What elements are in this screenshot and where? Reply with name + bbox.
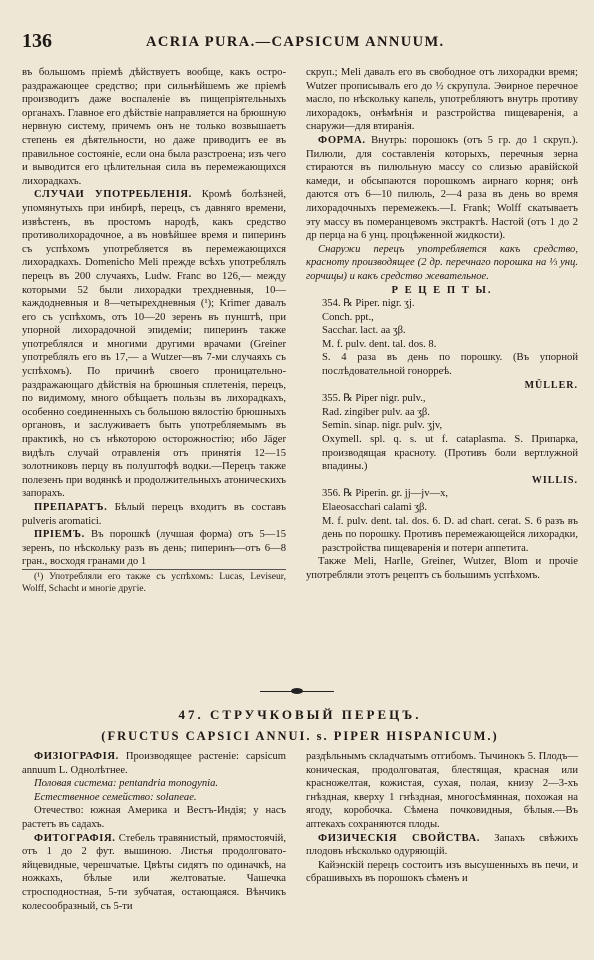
recipe-354-line: Conch. ppt., bbox=[322, 311, 374, 323]
heading-dose: ПРIЕМЪ. bbox=[34, 529, 85, 541]
phytography-paragraph bbox=[22, 832, 286, 914]
heading-physiography: ФИЗIОГРАФIЯ. bbox=[34, 751, 119, 762]
fatherland: Отечество: южная Америка и Вестъ-Индiя; у насъ растетъ въ садахъ. bbox=[22, 805, 286, 830]
section-right-column bbox=[306, 750, 578, 886]
recipe-354-line: 354. ℞ Piper. nigr. ʒj. bbox=[322, 298, 415, 310]
recipe-354-author: MÜLLER. bbox=[524, 379, 578, 391]
right-paragraph-3: Снаружи перецъ употребляется какъ средство, красноту производящее (2 др. перечнаго порошка на ⅓ унц. горчицы) и какъ средство жевательное. bbox=[306, 243, 578, 282]
section-left-column bbox=[22, 750, 286, 913]
recipe-356-line: Elaeosacchari calami ʒβ. bbox=[322, 502, 428, 513]
left-column bbox=[22, 66, 286, 595]
left-paragraph-3 bbox=[22, 501, 286, 528]
heading-preparation: ПРЕПАРАТЪ. bbox=[34, 502, 108, 513]
right-paragraph-1: скруп.; Meli давалъ его въ свободное отъ лихорадки время; Wutzer прописывалъ его до ½ скрупула. Эѳирное перечное масло, по нѣскольку капель, употребляютъ внутрь противу лихорадокъ, онѣмѣнiя и разстройства пищеваренiя, а снаружи—для втиранiя. bbox=[306, 67, 578, 133]
running-title: ACRIA PURA.—CAPSICUM ANNUUM. bbox=[146, 34, 445, 50]
recipe-355-line: Semin. sinap. nigr. pulv. ʒjv, bbox=[322, 420, 443, 432]
preparation-text: Бѣлый перецъ входитъ въ составъ pulveris aromatici. bbox=[22, 502, 286, 527]
recipe-355-line: 355. ℞ Piper nigr. pulv., bbox=[322, 393, 426, 405]
recipe-356 bbox=[306, 487, 578, 555]
page-header bbox=[22, 30, 582, 58]
section-title: 47. СТРУЧКОВЫЙ ПЕРЕЦЪ. bbox=[178, 707, 422, 722]
fruit-description: раздѣльнымъ складчатымъ отгибомъ. Тычинокъ 5. Плодъ—коническая, продолговатая, блестящая, красная или красножелтая, кожистая, сухая, полая, книзу 2—3-хъ гнѣздная, кверху 1 гнѣздная, многосѣмянная, похожая на ягоду, коробочка. Сѣмена почковидныя, бѣлыя.—Въ аптекахъ сохраняются плоды. bbox=[306, 751, 578, 830]
physiography-text: Производящее растенiе: capsicum annuum L. Однолѣтнее. bbox=[22, 751, 286, 776]
recipe-355 bbox=[306, 392, 578, 474]
right-column bbox=[306, 66, 578, 583]
heading-usage: СЛУЧАИ УПОТРЕБЛЕНIЯ. bbox=[34, 189, 192, 201]
footnote: (¹) Употребляли его также съ успѣхомъ: Lucas, Leviseur, Wolff, Schacht и многiе другiе. bbox=[22, 570, 286, 594]
right-paragraph-4: Также Meli, Harlle, Greiner, Wutzer, Blom и прочiе употребляли этотъ рецептъ съ большимъ успѣхомъ. bbox=[306, 556, 578, 581]
recipe-354 bbox=[306, 297, 578, 379]
recipe-355-line: Rad. zingiber pulv. aa ʒβ. bbox=[322, 406, 430, 418]
recipe-355-author: WILLIS. bbox=[531, 474, 578, 486]
section-divider bbox=[260, 690, 334, 694]
recipe-354-line: Sacchar. lact. aa ʒβ. bbox=[322, 325, 406, 337]
cayenne-paragraph: Кайэнскiй перецъ состоитъ изъ высушенныхъ въ печи, и сбрашивыхъ въ порошокъ сѣменъ и bbox=[306, 859, 578, 885]
recipe-356-line: M. f. pulv. dent. tal. dos. 6. D. ad chart. cerat. S. 6 разъ въ день по порошку. Противъ перемежающейся лихорадки, разстройства пищеваренiя и потери аппетита. bbox=[322, 515, 578, 554]
dose-text: Въ порошкѣ (лучшая форма) отъ 5—15 зеренъ, по нѣскольку разъ въ день; пиперинъ—отъ 6—8 гран., восходя гранами до 1 bbox=[22, 529, 286, 568]
usage-text: Кромѣ болѣзней, упомянутыхъ при инбирѣ, перецъ, съ давняго времени, извѣстенъ, въ простомъ народѣ, какъ средство противолихорадочное, а въ новѣйшее время и пиперинъ съ успѣхомъ употребляется въ перемежающихся лихорадкахъ. Domenicho Meli прежде всѣхъ употреблялъ перецъ въ 200 случаяхъ, Ludw. Franc во 126,— между которыми 52 были лихорадки трехдневныя, 10—каждодневныя и 8—четырехдневныя (¹); Krimer давалъ его съ успѣхомъ, отъ 10—20 зеренъ въ пунштѣ, при упорной лихорадочной эпидемiи; пиперинъ также употреблялся и многими другими врачами (Greiner употреблялъ его въ 17,— а Wutzer—въ 7-ми случаяхъ съ успѣхомъ). По причинѣ своего проницательно-раздражающаго дѣйствiя на брюшныя сплетенiя, перецъ, по видимому, много обѣщаетъ пользы въ лихорадкахъ, особенно соединенныхъ съ большою вялостiю брюшныхъ органовъ, и заслуживаетъ быть употребляемымъ въ практикѣ, но съ нѣкоторою осторожностiю; ибо Jäger видѣлъ случай отравленiя отъ принятiя 12—15 золотниковъ перцу въ полуштофѣ водки.—Перецъ также полезенъ при водянкѣ и продолжительныхъ атоническихъ запорахъ. bbox=[22, 189, 287, 500]
physical-properties-text: Запахъ свѣжихъ плодовъ нѣсколько одуряющiй. bbox=[306, 832, 578, 858]
physiography-paragraph bbox=[22, 750, 286, 777]
heading-form: ФОРМА. bbox=[318, 134, 366, 146]
left-paragraph-2 bbox=[22, 188, 286, 501]
phytography-text: Стебель травянистый, прямостоячiй, отъ 1 до 2 фут. вышиною. Листья продолговато-яйцевидные, черешчатые. Цвѣты сидятъ по одиначкѣ, на ножкахъ, бѣлые или желтоватые. Чашечка стросподностная, 5-ти зубчатая, остающаяся. Вѣнчикъ колесообразный, съ 5-ти bbox=[22, 832, 286, 912]
heading-phytography: ФИТОГРАФIЯ. bbox=[34, 832, 116, 844]
recipe-354-line: S. 4 раза въ день по порошку. (Въ упорной послѣдовательной гонорреѣ. bbox=[322, 352, 578, 378]
sexual-system: Половая система: pentandria monogynia. bbox=[34, 778, 219, 790]
left-paragraph-1: въ большомъ прiемѣ дѣйствуетъ вообще, какъ остро-раздражающее средство; при сильнѣйшемъ же прiемѣ производитъ даже воспаленiе въ пищепрiятельныхъ органахъ. Главное его дѣйствiе направляется на брюшную нервную систему, причемъ онъ не только возвышаетъ степень ея дѣятельности, но даже приводитъ ее въ правильное состоянiе, если она была разстроена; изъ чего и выводится его цѣлительная сила въ перемежающихся лихорадкахъ. bbox=[22, 67, 286, 187]
recipe-355-line: Oxymell. spl. q. s. ut f. cataplasma. S. Припарка, производящая красноту. (Противъ боли вертлужной впадины.) bbox=[322, 434, 578, 473]
left-paragraph-4 bbox=[22, 528, 286, 569]
right-paragraph-2 bbox=[306, 134, 578, 243]
form-text: Внутрь: порошокъ (отъ 5 гр. до 1 скруп.). Пилюли, для составленiя которыхъ, перечныя зерна стираются въ пилюльную массу со слизью аравiйской камеди, и обсыпаются порошкомъ аирнаго корня; онѣ даются отъ 6—10 пилюль, 2—4 раза въ день во время лихорадочныхъ перемежекъ.—I. Frank; Wolff скатываетъ эту массу въ померанцевомъ экстрактѣ. Настой (отъ 1 до 2 др перца на 6 унц. процѣженной жидкости). bbox=[306, 134, 578, 242]
recipes-heading: Р Е Ц Е П Т Ы. bbox=[391, 284, 493, 296]
recipe-356-line: 356. ℞ Piperin. gr. jj—jv—x, bbox=[322, 488, 449, 500]
page-number: 136 bbox=[22, 30, 52, 52]
recipe-354-line: M. f. pulv. dent. tal. dos. 8. bbox=[322, 338, 437, 350]
natural-family: Естественное семейство: solaneae. bbox=[34, 791, 197, 803]
heading-physical-properties: ФИЗИЧЕСКIЯ СВОЙСТВА. bbox=[318, 832, 481, 844]
section-subtitle: (FRUCTUS CAPSICI ANNUI. s. PIPER HISPANICUM.) bbox=[101, 729, 499, 743]
physical-properties-paragraph bbox=[306, 832, 578, 859]
